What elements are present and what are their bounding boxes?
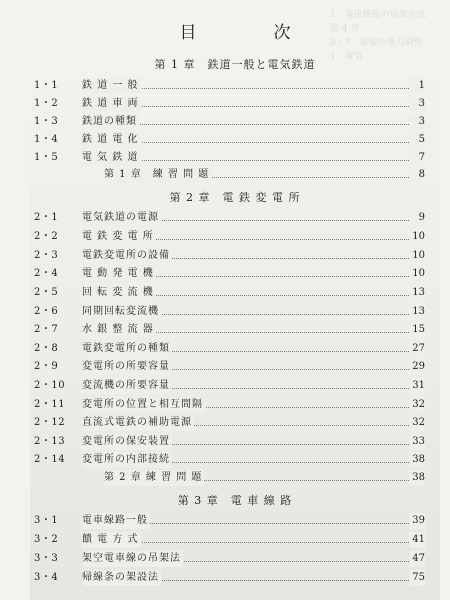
chapter-heading: 第 1 章 鉄道一般と電気鉄道 bbox=[154, 58, 316, 71]
chapter-heading: 第 2 章 電 鉄 変 電 所 bbox=[169, 191, 301, 204]
chapter-exercise: 第 1 章 練 習 問 題 8 bbox=[30, 167, 425, 183]
toc-entry: 1・1 鉄 道 一 般 1 bbox=[30, 78, 425, 94]
toc-entry: 3・3 架空電車線の吊架法 47 bbox=[30, 551, 425, 567]
toc-entry: 2・2 電 鉄 変 電 所 10 bbox=[30, 229, 425, 245]
toc-entry: 2・7 水 銀 整 流 器 15 bbox=[30, 322, 425, 338]
toc-entry: 2・12 直流式電鉄の補助電源 32 bbox=[30, 415, 425, 431]
toc-entry: 2・8 電鉄変電所の種類 27 bbox=[30, 341, 425, 357]
toc-entry: 1・3 鉄道の種類 3 bbox=[30, 114, 425, 130]
bleed-through-text: 1 電車線路の吊架方式 第 4 章 3・7 架線の張力調整 1 電気 bbox=[330, 10, 426, 62]
toc-entry: 2・10 変流機の所要容量 31 bbox=[30, 378, 425, 394]
toc-entry: 2・9 変電所の所要容量 29 bbox=[30, 359, 425, 375]
chapter-heading: 第 3 章 電 車 線 路 bbox=[177, 494, 293, 507]
toc-entry: 1・2 鉄 道 車 両 3 bbox=[30, 96, 425, 112]
chapter-exercise: 第 2 章 練 習 問 題 38 bbox=[30, 470, 425, 486]
toc-entry: 2・1 電気鉄道の電源 9 bbox=[30, 210, 425, 226]
toc-entry: 2・3 電鉄変電所の設備 10 bbox=[30, 248, 425, 264]
toc-entry: 2・14 変電所の内部接続 38 bbox=[30, 452, 425, 468]
toc-entry: 3・1 電車線路一般 39 bbox=[30, 513, 425, 529]
toc-entry: 1・4 鉄 道 電 化 5 bbox=[30, 132, 425, 148]
toc-entry: 2・5 回 転 変 流 機 13 bbox=[30, 285, 425, 301]
toc-entry: 3・2 饋 電 方 式 41 bbox=[30, 532, 425, 548]
toc-entry: 2・6 同期回転変流機 13 bbox=[30, 304, 425, 320]
toc-entry: 1・5 電 気 鉄 道 7 bbox=[30, 150, 425, 166]
toc-entry: 3・4 帰線条の架設法 75 bbox=[30, 570, 425, 586]
toc-page bbox=[30, 0, 440, 600]
toc-entry: 2・4 電 動 発 電 機 10 bbox=[30, 266, 425, 282]
toc-title: 目 次 bbox=[179, 23, 321, 43]
toc-entry: 2・11 変電所の位置と相互間隔 32 bbox=[30, 397, 425, 413]
toc-entry: 2・13 変電所の保安装置 33 bbox=[30, 434, 425, 450]
